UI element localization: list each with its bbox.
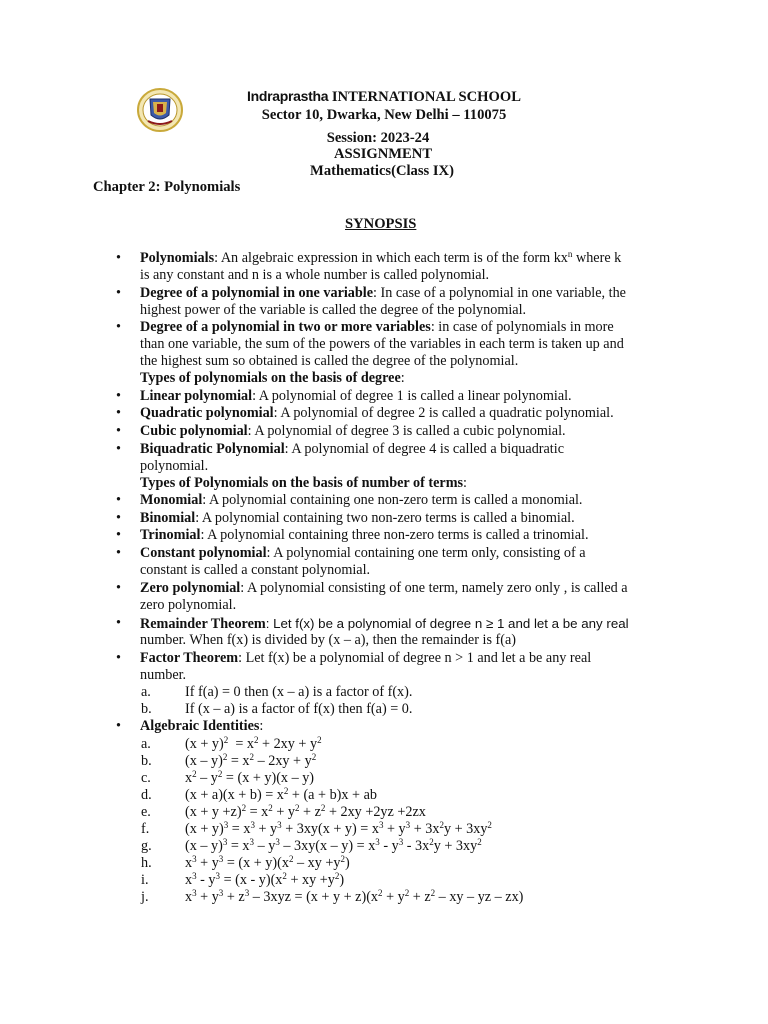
bullet-icon: • — [116, 650, 121, 666]
identity-label: j. — [141, 889, 149, 905]
line: zero polynomial. — [140, 597, 237, 613]
identity-formula: $(x + y)^3 = x^3 + y^3 + 3xy(x + y) = x^3 + y^3 + 3x^2y + 3xy^2$ — [185, 820, 492, 837]
identity-label: i. — [141, 872, 149, 888]
line: number. — [140, 667, 187, 683]
session: Session: 2023-24 — [326, 130, 430, 146]
term: Degree of a polynomial in two or more variables — [140, 319, 431, 335]
identity-label: a. — [141, 736, 151, 752]
identity-formula: $x^2 - y^2 = (x + y)(x - y)$ — [185, 769, 315, 786]
bullet-icon: • — [116, 388, 121, 404]
bullet-icon: • — [116, 510, 121, 526]
identity-label: f. — [141, 821, 150, 837]
identity-formula: $(x - y)^2 = x^2 - 2xy + y^2$ — [185, 752, 317, 769]
line: number. When f(x) is divided by (x – a), then the remainder is f(a) — [140, 632, 516, 648]
school-title — [0, 88, 768, 105]
identity-label: g. — [141, 838, 152, 854]
synopsis-title: SYNOPSIS — [345, 216, 417, 232]
bullet-icon: • — [116, 423, 121, 439]
line: polynomial. — [140, 458, 209, 474]
bullet-icon: • — [116, 492, 121, 508]
identity-formula: $(x + y +z)^2 = x^2 + y^2 + z^2 + 2xy +2yz +2zx$ — [185, 803, 426, 820]
school-name: INTERNATIONAL SCHOOL — [331, 89, 521, 105]
identity-formula: $(x + a)(x + b) = x^2 + (a + b)x$ + ab — [185, 786, 377, 803]
bullet-icon: • — [116, 718, 121, 734]
line: constant is called a constant polynomial. — [140, 562, 371, 578]
line: than one variable, the sum of the powers of the variables in each term is taken up and — [140, 336, 624, 352]
term: Biquadratic Polynomial — [140, 441, 285, 457]
identity-label: e. — [141, 804, 151, 820]
identity-label: d. — [141, 787, 152, 803]
term: Algebraic Identities — [140, 718, 260, 734]
term: Constant polynomial — [140, 545, 267, 561]
term: Linear polynomial — [140, 388, 253, 404]
bullet-icon: • — [116, 319, 121, 335]
chapter-title: Chapter 2: Polynomials — [93, 179, 241, 195]
school-address: Sector 10, Dwarka, New Delhi – 110075 — [261, 107, 507, 123]
document-type: ASSIGNMENT — [333, 146, 433, 162]
term: Cubic polynomial — [140, 423, 248, 439]
term: Remainder Theorem — [140, 616, 266, 632]
identity-formula: $(x - y)^3 = x^3 - y^3 - 3xy(x - y) = x^3 - y^3 - 3x^2y + 3xy^2$ — [185, 837, 482, 854]
bullet-icon: • — [116, 405, 121, 421]
term: Polynomials — [140, 250, 215, 266]
identity-label: c. — [141, 770, 151, 786]
term: Factor Theorem — [140, 650, 239, 666]
identity-formula: $x^3 + y^3 + z^3 - 3xyz = (x + y + z)(x^2 + y^2 + z^2$ – xy – yz – zx) — [185, 888, 524, 905]
bullet-icon: • — [116, 615, 121, 631]
bullet-icon: • — [116, 250, 121, 266]
identity-formula: $x^3 - y^3 = (x - y)(x^2$ + xy $+y^2$) — [185, 871, 345, 888]
term: Monomial — [140, 492, 203, 508]
term: Quadratic polynomial — [140, 405, 274, 421]
bullet-icon: • — [116, 580, 121, 596]
bullet-icon: • — [116, 545, 121, 561]
identity-label: h. — [141, 855, 152, 871]
bullet-icon: • — [116, 527, 121, 543]
term: Zero polynomial — [140, 580, 241, 596]
line: highest power of the variable is called the degree of the polynomial. — [140, 302, 527, 318]
bullet-icon: • — [116, 285, 121, 301]
term: Binomial — [140, 510, 196, 526]
line: the highest sum so obtained is called the degree of the polynomial. — [140, 353, 519, 369]
line: is any constant and n is a whole number is called polynomial. — [140, 267, 490, 283]
term: Trinomial — [140, 527, 201, 543]
identity-formula: $x^3 + y^3 = (x + y)(x^2$ – xy $+y^2$) — [185, 854, 350, 871]
term: Degree of a polynomial in one variable — [140, 285, 374, 301]
bullet-icon: • — [116, 441, 121, 457]
school-brand: Indraprastha — [247, 88, 329, 104]
subject: Mathematics(Class IX) — [310, 163, 454, 179]
identity-label: b. — [141, 753, 152, 769]
identity-formula: $(x + y)^2 = x^2 + 2xy + y^2$ — [185, 735, 322, 752]
